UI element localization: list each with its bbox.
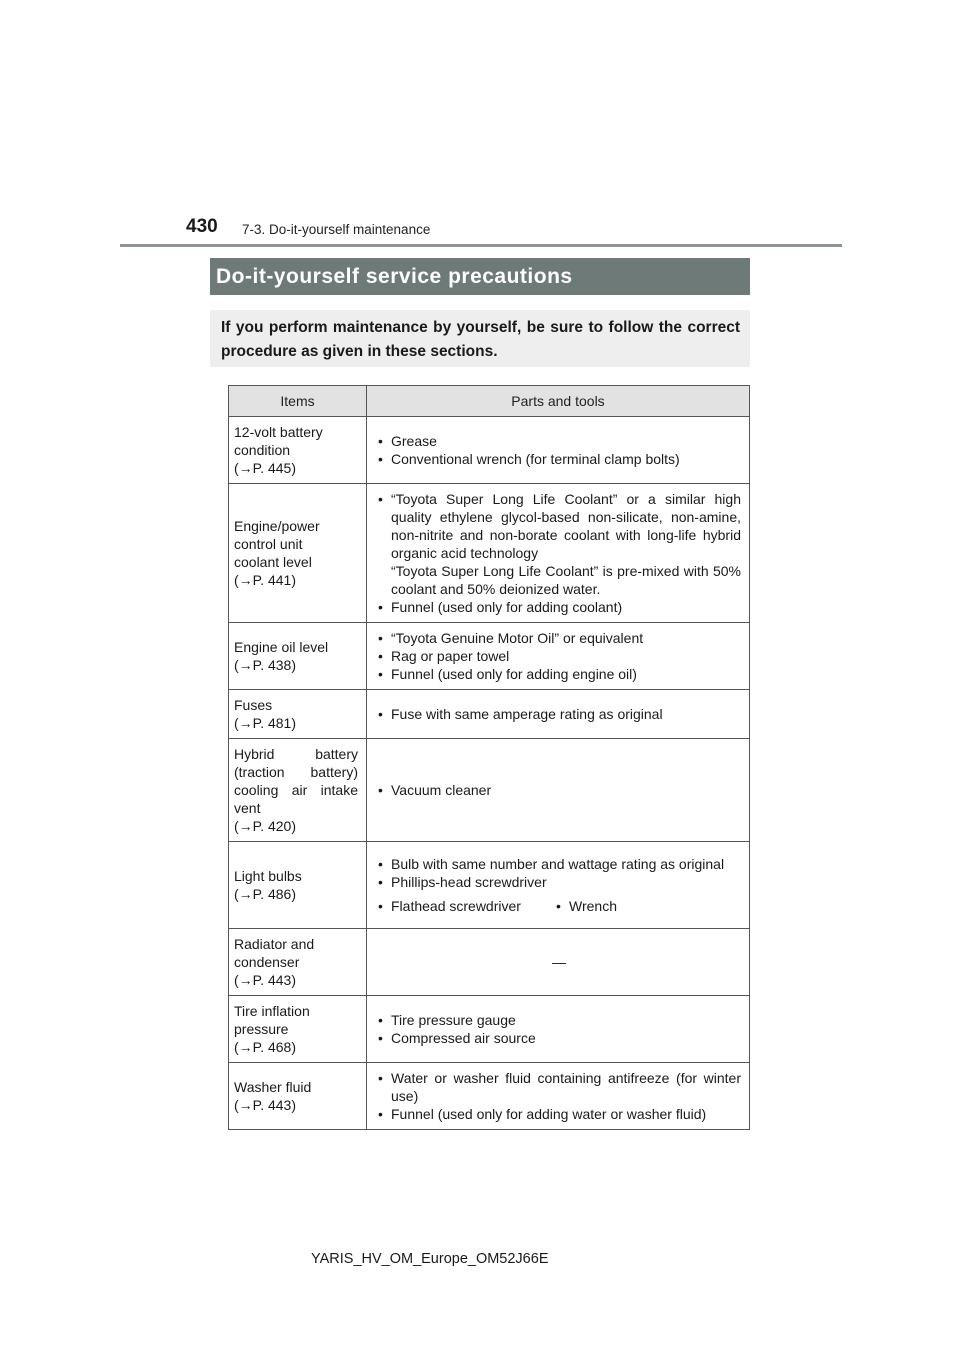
document-code-footer: YARIS_HV_OM_Europe_OM52J66E [311, 1251, 549, 1267]
item-line: Radiator and [234, 936, 315, 952]
section-label: 7-3. Do-it-yourself maintenance [242, 222, 431, 237]
list-item: • Funnel (used only for adding water or washer fluid) [377, 1105, 741, 1123]
list-item: • Funnel (used only for adding engine oil) [377, 665, 741, 683]
item-line: pressure [234, 1021, 289, 1037]
list-item: • Tire pressure gauge [377, 1011, 741, 1029]
item-line: control unit [234, 536, 303, 552]
list-item: • Bulb with same number and wattage rating as original [377, 855, 741, 873]
list-item-note: “Toyota Super Long Life Coolant” is pre-mixed with 50% coolant and 50% deionized water. [391, 563, 741, 597]
two-column-list [377, 897, 741, 915]
item-cell [229, 623, 367, 690]
list-item: • Phillips-head screwdriver [377, 873, 741, 891]
list-item: • Fuse with same amperage rating as original [377, 705, 741, 723]
page-ref: (→P. 481) [234, 715, 296, 731]
item-line: Washer fluid [234, 1079, 312, 1095]
tools-cell [367, 417, 750, 484]
list-item-text: “Toyota Super Long Life Coolant” or a similar high quality ethylene glycol-based non-silicate, non-amine, non-nitrite and non-borate coolant with long-life hybrid organic acid technology [391, 491, 741, 561]
page-ref: (→P. 438) [234, 657, 296, 673]
tools-cell [367, 1063, 750, 1130]
list-item: • Rag or paper towel [377, 647, 741, 665]
list-item: • Wrench [555, 897, 617, 915]
page-ref: (→P. 420) [234, 818, 296, 834]
tools-cell [367, 739, 750, 842]
page-ref: (→P. 486) [234, 886, 296, 902]
item-line: 12-volt battery [234, 424, 323, 440]
item-cell [229, 1063, 367, 1130]
list-item: • Compressed air source [377, 1029, 741, 1047]
tools-cell [367, 996, 750, 1063]
table-row [229, 739, 750, 842]
table-row [229, 623, 750, 690]
item-line: Tire inflation [234, 1003, 310, 1019]
tools-cell [367, 484, 750, 623]
page-title-bar [210, 258, 750, 295]
list-item: • Flathead screwdriver [377, 897, 555, 915]
table-row [229, 842, 750, 929]
item-line: Hybrid battery (traction battery) cooling air intake vent [234, 746, 358, 816]
item-cell [229, 842, 367, 929]
table-row [229, 417, 750, 484]
table-row [229, 929, 750, 996]
list-item: • Water or washer fluid containing antifreeze (for winter use) [377, 1069, 741, 1105]
tools-cell [367, 842, 750, 929]
page-ref: (→P. 443) [234, 1097, 296, 1113]
list-item: • “Toyota Genuine Motor Oil” or equivalent [377, 629, 741, 647]
item-line: Engine oil level [234, 639, 329, 655]
list-item: • Vacuum cleaner [377, 781, 741, 799]
tools-cell [367, 929, 750, 996]
item-cell [229, 739, 367, 842]
table-header-row [229, 386, 750, 417]
item-cell [229, 996, 367, 1063]
page-ref: (→P. 441) [234, 572, 296, 588]
item-cell [229, 690, 367, 739]
item-line: Light bulbs [234, 868, 302, 884]
item-line: Fuses [234, 697, 273, 713]
table-row [229, 690, 750, 739]
list-item: • Conventional wrench (for terminal clamp bolts) [377, 450, 741, 468]
item-cell [229, 484, 367, 623]
item-line: condenser [234, 954, 300, 970]
table-row [229, 484, 750, 623]
table-row [229, 1063, 750, 1130]
list-item: • Grease [377, 432, 741, 450]
item-line: condition [234, 442, 291, 458]
item-line: coolant level [234, 554, 312, 570]
header-divider [120, 244, 842, 247]
page-ref: (→P. 445) [234, 460, 296, 476]
table-row [229, 996, 750, 1063]
list-item: • Funnel (used only for adding coolant) [377, 598, 741, 616]
page-ref: (→P. 443) [234, 972, 296, 988]
parts-table [228, 385, 750, 1130]
empty-dash: — [552, 954, 566, 970]
item-cell [229, 417, 367, 484]
list-item [377, 490, 741, 598]
tools-cell [367, 690, 750, 739]
page-title: Do-it-yourself service precautions [216, 264, 573, 288]
tools-cell [367, 623, 750, 690]
column-header-parts-and-tools: Parts and tools [367, 386, 750, 417]
page-number: 430 [186, 216, 218, 237]
intro-box: If you perform maintenance by yourself, be sure to follow the correct procedure as given in these sections. [210, 310, 750, 367]
page-ref: (→P. 468) [234, 1039, 296, 1055]
column-header-items: Items [229, 386, 367, 417]
item-cell [229, 929, 367, 996]
item-line: Engine/power [234, 518, 320, 534]
